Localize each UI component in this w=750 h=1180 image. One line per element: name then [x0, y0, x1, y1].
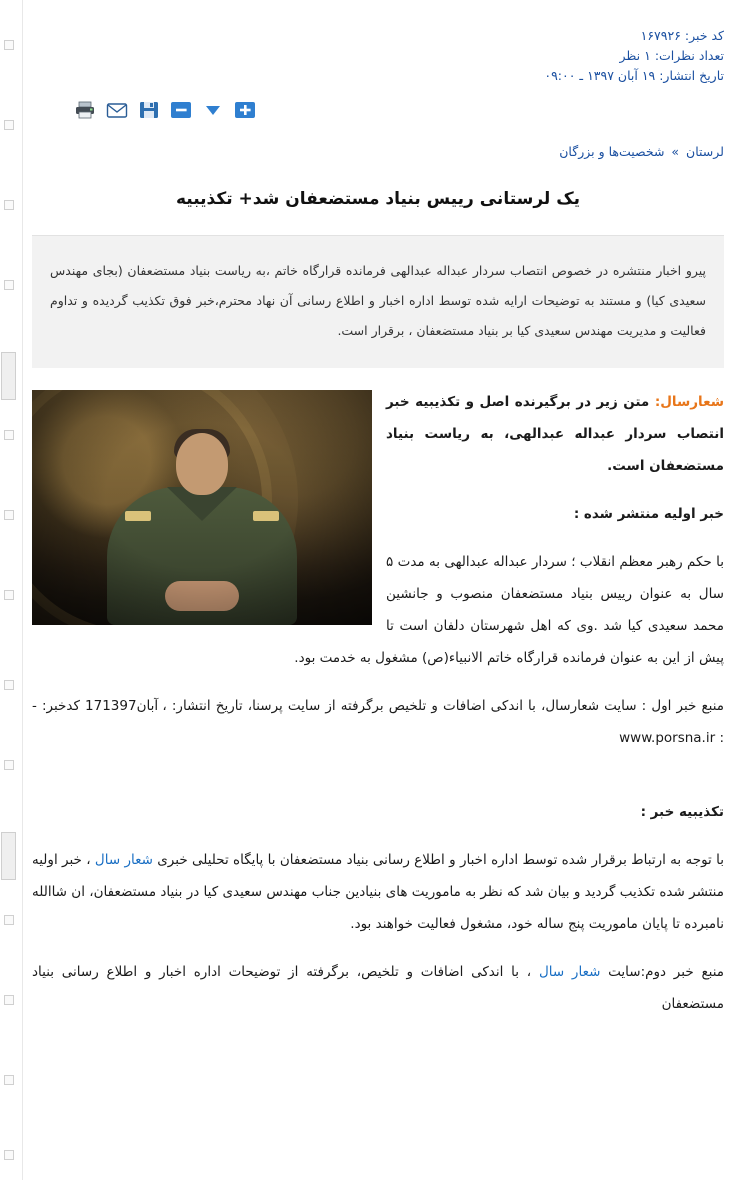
- breadcrumb-subsection[interactable]: شخصیت‌ها و بزرگان: [559, 144, 665, 159]
- breadcrumb-separator: »: [671, 144, 680, 159]
- article-page: [22, 0, 750, 1180]
- comments-count[interactable]: تعداد نظرات: ۱ نظر: [619, 48, 724, 63]
- intro-label: شعارسال:: [654, 394, 725, 410]
- source-one-paragraph: [32, 690, 724, 754]
- source-two-text: منبع خبر دوم:سایت: [608, 964, 725, 980]
- source-one-url[interactable]: www.porsna.ir :: [619, 730, 724, 746]
- font-decrease-icon[interactable]: [168, 98, 194, 122]
- publish-date: تاریخ انتشار: ۱۹ آبان ۱۳۹۷ ـ ۰۹:۰۰: [544, 68, 724, 83]
- source-one-code: کدخبر: -: [32, 698, 80, 714]
- page-edge-strip: [0, 0, 23, 1180]
- source-two-paragraph: [32, 956, 724, 1020]
- news-code: کد خبر: ۱۶۷۹۲۶: [640, 28, 724, 43]
- article-photo: [32, 390, 372, 625]
- source-one-date: 17آبان1397 ،: [85, 698, 167, 714]
- email-icon[interactable]: [104, 98, 130, 122]
- intro-text: متن زیر در برگیرنده اصل و تکذیبیه خبر انتصاب سردار عبداله عبدالهی، به ریاست بنیاد مستضعفان است.: [386, 394, 724, 474]
- font-reset-icon[interactable]: [200, 98, 226, 122]
- source-two-rest: ، با اندکی اضافات و تلخیص، برگرفته از توضیحات اداره اخبار و اطلاع رسانی بنیاد مستضعفان: [32, 964, 724, 1012]
- font-increase-icon[interactable]: [232, 98, 258, 122]
- article-lead: پیرو اخبار منتشره در خصوص انتصاب سردار عبداله عبدالهی فرمانده قرارگاه خاتم ،به ریاست بنیاد مستضعفان (بجای مهندس سعیدی کیا) و مستند به توضیحات ارایه شده توسط اداره اخبار و اطلاع رسانی آن نهاد محترم،خبر فوق تکذیب گردیده و تداوم فعالیت و مدیریت مهندس سعیدی کیا بر بنیاد مستضعفان ، برقرار است.: [32, 236, 724, 368]
- denial-site-link[interactable]: شعار سال: [94, 852, 153, 868]
- breadcrumb-section[interactable]: لرستان: [686, 144, 724, 159]
- heading-denial: تکذیبیه خبر :: [640, 804, 724, 820]
- page-title: یک لرستانی رییس بنیاد مستضعفان شد+ تکذیبیه: [175, 189, 581, 209]
- article-toolbar[interactable]: [32, 98, 724, 122]
- first-news-paragraph: با حکم رهبر معظم انقلاب ؛ سردار عبداله عبدالهی به مدت ۵ سال به عنوان رییس بنیاد مستضعفان منصوب و جانشین محمد سعیدی کیا شد .وی که اهل شهرستان دلفان است تا پیش از این به عنوان فرمانده قرارگاه خاتم الانبیاء(ص) مشغول به خدمت بود.: [294, 554, 724, 666]
- source-two-site-link[interactable]: شعار سال: [538, 964, 601, 980]
- article-meta: [32, 0, 724, 86]
- denial-paragraph: [32, 844, 724, 940]
- denial-text-1: با توجه به ارتباط برقرار شده توسط اداره اخبار و اطلاع رسانی بنیاد مستضعفان با پایگاه تحلیلی خبری: [157, 852, 724, 868]
- save-icon[interactable]: [136, 98, 162, 122]
- source-one-text: منبع خبر اول : سایت شعارسال، با اندکی اضافات و تلخیص برگرفته از سایت پرسنا، تاریخ انتشار:: [171, 698, 725, 714]
- print-icon[interactable]: [72, 98, 98, 122]
- heading-first-news: خبر اولیه منتشر شده :: [573, 506, 724, 522]
- article-body: [32, 386, 724, 1036]
- denial-text-2: ، خبر اولیه منتشر شده تکذیب گردید و بیان شد که نظر به ماموریت های بنیادین جناب مهندس سعیدی کیا در بنیاد مستضعفان، ان شاالله نامبرده تا پایان ماموریت پنج ساله خود، مشغول فعالیت خواهند بود.: [32, 852, 724, 932]
- breadcrumb[interactable]: [32, 144, 724, 159]
